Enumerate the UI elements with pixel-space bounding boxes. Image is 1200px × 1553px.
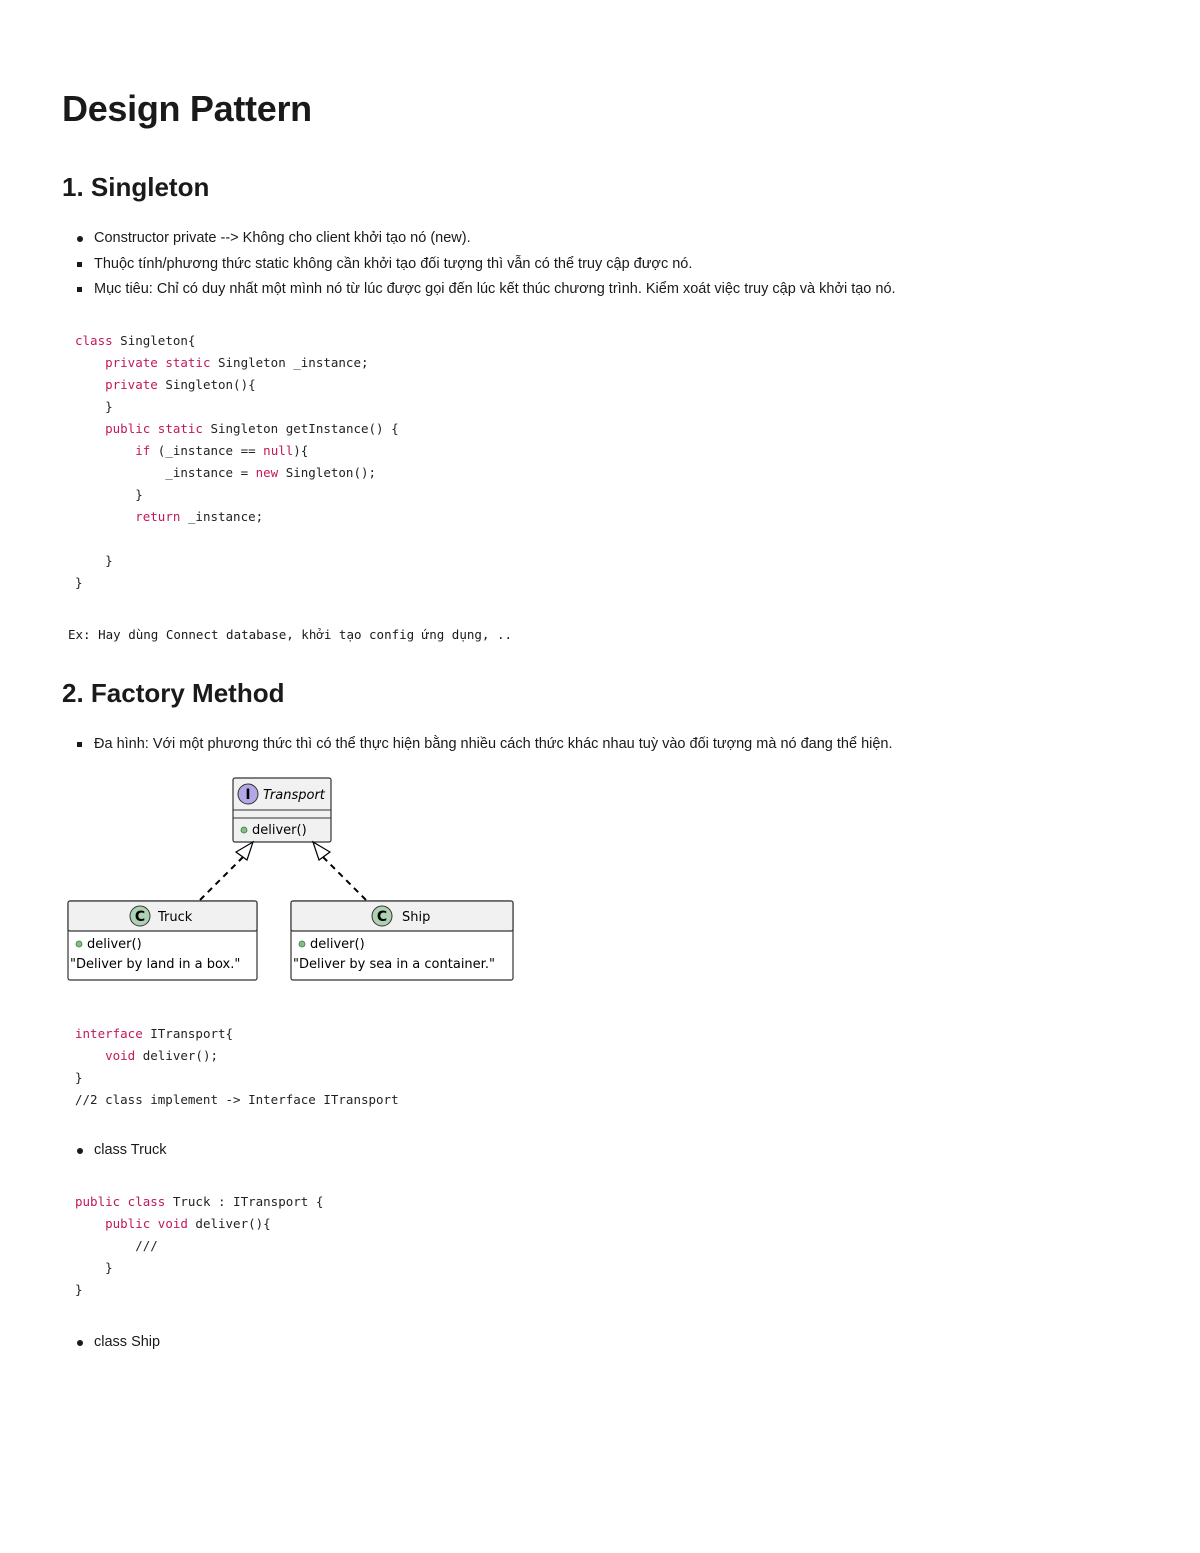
code-line: class Singleton{: [75, 333, 196, 348]
code-keyword: public void: [105, 1216, 188, 1231]
singleton-example-note: Ex: Hay dùng Connect database, khởi tạo config ứng dụng, ..: [68, 627, 513, 642]
code-keyword: null: [263, 443, 294, 458]
code-line: public static Singleton getInstance() {: [105, 421, 399, 436]
truck-method: deliver(): [87, 937, 142, 952]
class-name-truck: Truck: [158, 910, 193, 925]
singleton-code-block: [75, 330, 399, 594]
method-dot-icon: [76, 941, 82, 947]
code-line: void deliver();: [105, 1048, 219, 1063]
code-line: interface ITransport{: [75, 1026, 234, 1041]
code-line: }: [75, 1282, 83, 1297]
list-item: Mục tiêu: Chỉ có duy nhất một mình nó từ lúc được gọi đến lúc kết thúc chương trình. Kiểm xoát việc truy cập và khởi tạo nó.: [76, 277, 896, 303]
ship-body: "Deliver by sea in a container.": [293, 957, 495, 972]
code-keyword: return: [135, 509, 181, 524]
code-line: //2 class implement -> Interface ITransport: [75, 1092, 399, 1107]
code-keyword: class: [75, 333, 113, 348]
code-line: if (_instance == null){: [135, 443, 309, 458]
code-keyword: public class: [75, 1194, 166, 1209]
list-item: class Ship: [76, 1330, 160, 1356]
uml-interface-transport: [233, 778, 331, 842]
interface-code-block: [75, 1023, 399, 1111]
realization-arrowhead: [236, 842, 253, 860]
code-keyword: public static: [105, 421, 203, 436]
method-dot-icon: [241, 827, 247, 833]
truck-body: "Deliver by land in a box.": [70, 957, 241, 972]
ship-method: deliver(): [310, 937, 365, 952]
factory-bullet-list: [76, 732, 893, 758]
realization-arrows: [200, 842, 366, 900]
list-item: Constructor private --> Không cho client khởi tạo nó (new).: [76, 226, 896, 252]
realization-arrowhead: [313, 842, 330, 860]
code-line: public void deliver(){: [105, 1216, 271, 1231]
interface-name: Transport: [263, 788, 325, 803]
class-badge-letter: C: [134, 909, 146, 925]
code-keyword: new: [255, 465, 279, 480]
code-line: _instance = new Singleton();: [75, 465, 377, 480]
ship-bullet-list: [76, 1330, 160, 1356]
section-heading-singleton: 1. Singleton: [62, 172, 210, 202]
code-keyword: private: [105, 377, 158, 392]
list-item: Đa hình: Với một phương thức thì có thể thực hiện bằng nhiều cách thức khác nhau tuỳ vào đối tượng mà nó đang thể hiện.: [76, 732, 893, 758]
code-line: }: [75, 399, 113, 414]
code-keyword: interface: [75, 1026, 143, 1041]
interface-method: deliver(): [252, 823, 307, 838]
uml-class-diagram: [60, 770, 530, 990]
code-line: ///: [75, 1238, 158, 1253]
list-item: class Truck: [76, 1138, 167, 1164]
class-badge-letter: C: [376, 909, 388, 925]
uml-class-ship: [291, 901, 513, 980]
uml-class-truck: [68, 901, 257, 980]
method-dot-icon: [299, 941, 305, 947]
code-line: }: [75, 487, 143, 502]
code-line: }: [75, 1070, 83, 1085]
code-keyword: void: [105, 1048, 136, 1063]
interface-badge-letter: I: [245, 787, 251, 803]
code-line: return _instance;: [135, 509, 264, 524]
page-title: Design Pattern: [62, 88, 312, 129]
code-line: }: [75, 1260, 113, 1275]
truck-bullet-list: [76, 1138, 167, 1164]
code-keyword: private static: [105, 355, 211, 370]
code-keyword: if: [135, 443, 151, 458]
code-line: [75, 528, 399, 550]
section-heading-factory-method: 2. Factory Method: [62, 678, 285, 708]
code-line: }: [75, 575, 83, 590]
list-item: Thuộc tính/phương thức static không cần khởi tạo đối tượng thì vẫn có thể truy cập được nó.: [76, 252, 896, 278]
code-line: public class Truck : ITransport {: [75, 1194, 324, 1209]
singleton-bullet-list: [76, 226, 896, 303]
code-line: }: [75, 553, 113, 568]
class-name-ship: Ship: [402, 910, 431, 925]
code-line: private Singleton(){: [105, 377, 256, 392]
truck-code-block: [75, 1191, 323, 1301]
code-line: private static Singleton _instance;: [105, 355, 369, 370]
